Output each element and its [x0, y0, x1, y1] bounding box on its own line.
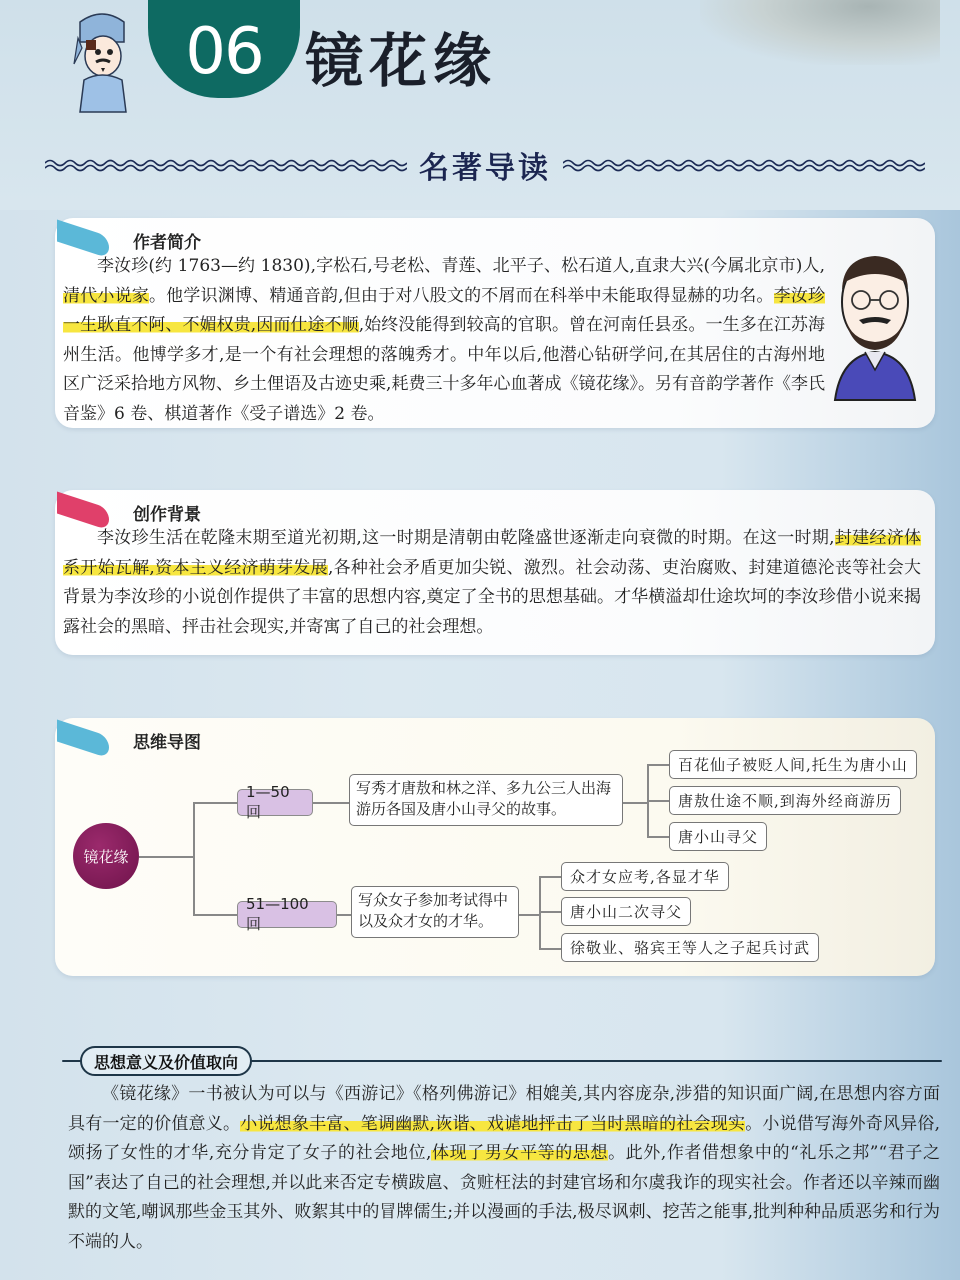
author-intro-text: [63, 252, 825, 429]
author-portrait-icon: [829, 240, 921, 410]
connector-line: [193, 802, 195, 914]
text-segment: 。此外,作者借想象中的“礼乐之邦”“君子之国”表达了自己的社会理想,并以此来否定专横跋扈、贪赃枉法的封建官场和尔虞我诈的现实社会。作者还以辛辣而幽默的文笔,嘲讽那些金玉其外、败絮其中的冒牌儒生;并以漫画的手法,极尽讽刺、挖苦之能事,批判种种品质恶劣和行为不端的人。: [68, 1143, 940, 1252]
highlighted-text: 李汝珍一生耿直不阿、不媚权贵,因而仕途不顺: [63, 285, 826, 335]
connector-line: [647, 800, 669, 802]
connector-line: [647, 764, 669, 766]
mind-map-leaf: 唐小山寻父: [669, 822, 767, 851]
scholar-cartoon-icon: [72, 8, 132, 116]
highlighted-text: 体现了男女平等的思想: [431, 1143, 609, 1163]
text-segment: ,始终没能得到较高的官职。曾在河南任县丞。一生多在江苏海州生活。他博学多才,是一个有社会理想的落魄秀才。中年以后,他潜心钻研学问,在其居住的古海州地区广泛采拾地方风物、乡土俚语及古迹史乘,耗费三十多年心血著成《镜花缘》。另有音韵学著作《李氏音鉴》6 卷、棋道著作《受子谱选》2 卷。: [63, 315, 826, 424]
section-title: 作者简介: [133, 233, 201, 253]
highlighted-text: 封建经济体系开始瓦解,资本主义经济萌芽发展: [63, 528, 921, 578]
guide-title: 名著导读: [419, 151, 551, 186]
highlighted-text: 清代小说家: [63, 285, 149, 306]
section-title: 思想意义及价值取向: [80, 1046, 252, 1076]
connector-line: [139, 856, 193, 858]
significance-heading: [62, 1046, 942, 1076]
mind-map-root: 镜花缘: [73, 823, 139, 889]
connector-line: [539, 911, 561, 913]
connector-line: [539, 948, 561, 950]
branch-summary: 写众女子参加考试得中以及众才女的才华。: [351, 886, 519, 938]
chapter-range-node: 51—100 回: [237, 901, 337, 928]
significance-text: [68, 1080, 940, 1257]
section-title: 思维导图: [133, 733, 201, 753]
text-segment: 。小说借写海外奇风异俗,颂扬了女性的才华,充分肯定了女子的社会地位,: [68, 1113, 941, 1163]
connector-line: [539, 876, 561, 878]
section-marker-icon: [57, 720, 109, 759]
guide-heading-row: [45, 140, 925, 190]
connector-line: [647, 836, 669, 838]
creation-background-card: [55, 490, 935, 655]
text-segment: ,各种社会矛盾更加尖锐、激烈。社会动荡、吏治腐败、封建道德沦丧等社会大背景为李汝珍的小说创作提供了丰富的思想内容,奠定了全书的思想基础。才华横溢却仕途坎坷的李汝珍借小说来揭露社会的黑暗、抨击社会现实,并寄寓了自己的社会理想。: [63, 557, 922, 637]
highlighted-text: 小说想象丰富、笔调幽默,诙谐、戏谑地抨击了当时黑暗的社会现实: [240, 1113, 746, 1134]
mind-map-leaf: 众才女应考,各显才华: [561, 862, 729, 891]
text-segment: 李汝珍生活在乾隆末期至道光初期,这一时期是清朝由乾隆盛世逐渐走向衰微的时期。在这一时期,: [97, 528, 835, 548]
chapter-range-node: 1—50 回: [237, 789, 313, 816]
author-intro-card: [55, 218, 935, 428]
chapter-number: 06: [185, 15, 263, 89]
book-title: 镜花缘: [305, 27, 498, 95]
connector-line: [337, 914, 351, 916]
connector-line: [313, 802, 349, 804]
branch-summary: 写秀才唐敖和林之洋、多九公三人出海游历各国及唐小山寻父的故事。: [349, 774, 623, 826]
mind-map-card: [55, 718, 935, 976]
creation-background-text: [63, 524, 921, 642]
mountain-illustration: [700, 0, 940, 65]
text-segment: 《镜花缘》一书被认为可以与《西游记》《格列佛游记》相媲美,其内容庞杂,涉猎的知识面广阔,在思想内容方面具有一定的价值意义。: [68, 1084, 940, 1134]
text-segment: 李汝珍(约 1763—约 1830),字松石,号老松、青莲、北平子、松石道人,直隶大兴(今属北京市)人,: [97, 256, 825, 276]
mind-map-leaf: 唐敖仕途不顺,到海外经商游历: [669, 786, 901, 815]
connector-line: [193, 914, 237, 916]
section-title: 创作背景: [133, 505, 201, 525]
connector-line: [519, 914, 539, 916]
wave-divider-left-icon: [45, 158, 407, 172]
mind-map-leaf: 徐敬业、骆宾王等人之子起兵讨武: [561, 933, 819, 962]
wave-divider-right-icon: [563, 158, 925, 172]
connector-line: [623, 802, 647, 804]
mind-map-leaf: 百花仙子被贬人间,托生为唐小山: [669, 750, 917, 779]
connector-line: [193, 802, 237, 804]
text-segment: 。他学识渊博、精通音韵,但由于对八股文的不屑而在科举中未能取得显赫的功名。: [148, 285, 774, 306]
mind-map-leaf: 唐小山二次寻父: [561, 897, 691, 926]
